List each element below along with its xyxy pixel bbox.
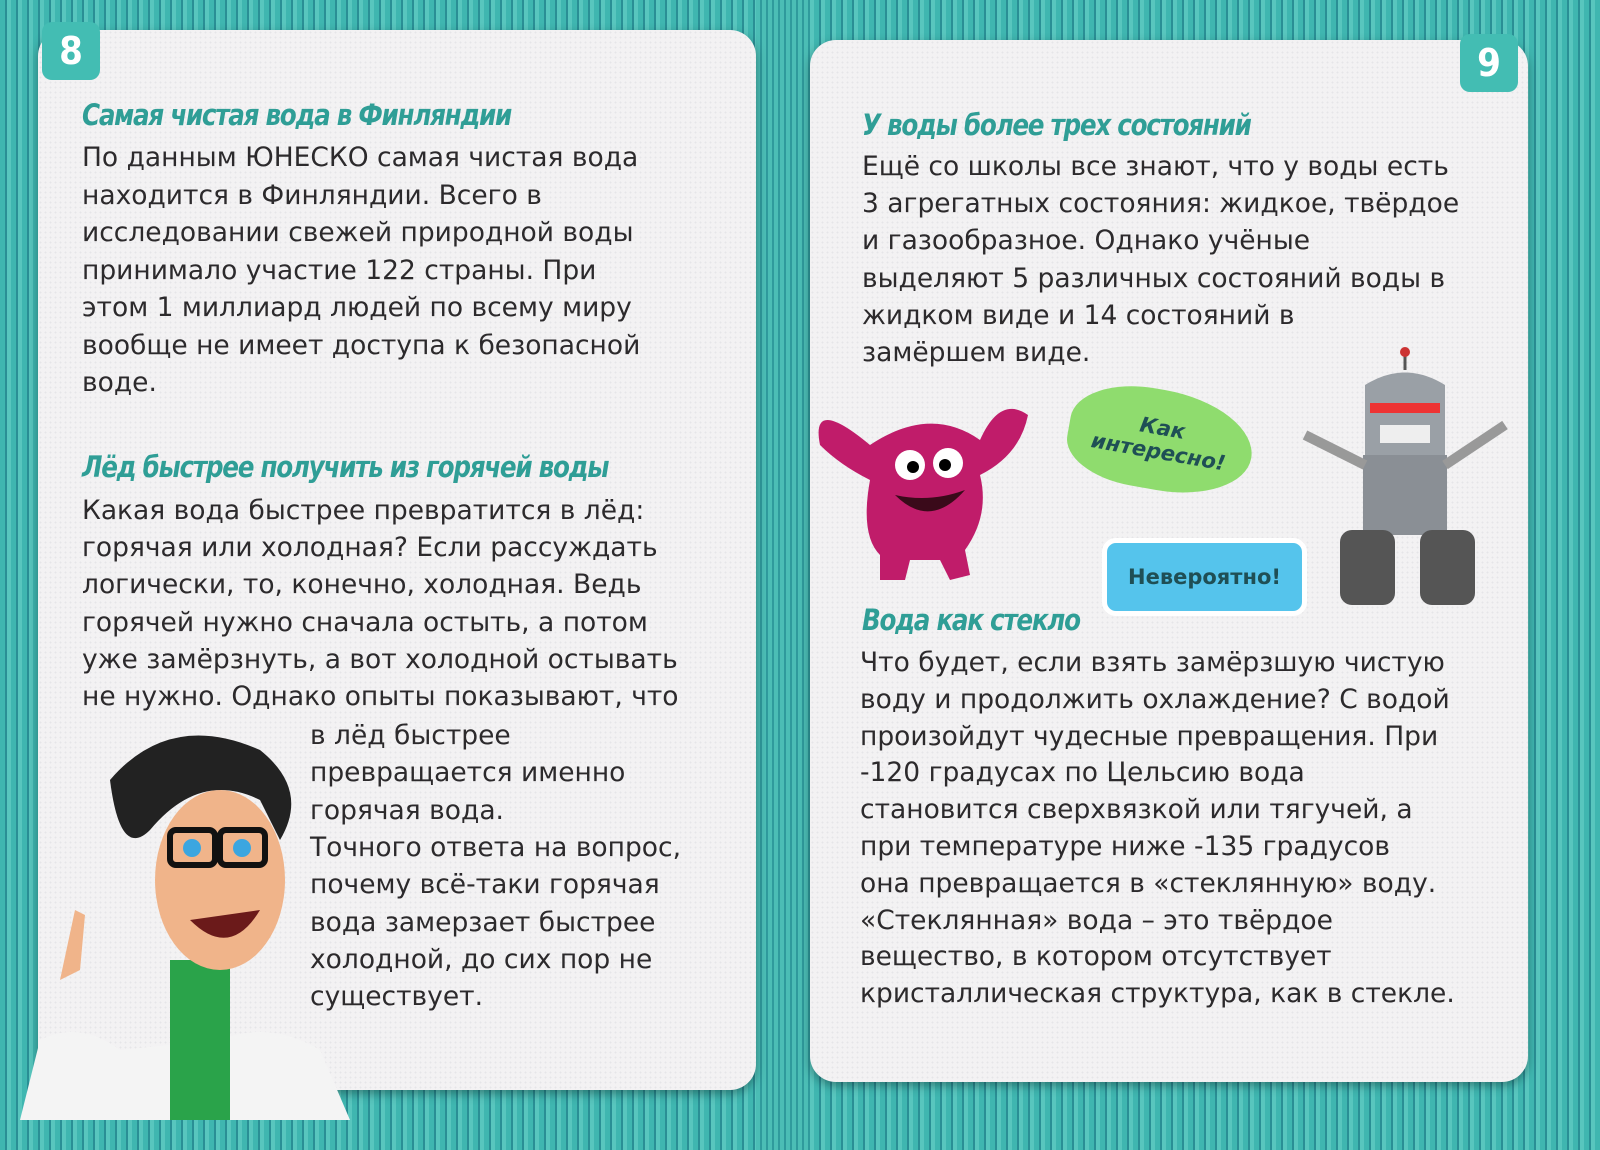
page-number-right: 9 bbox=[1460, 34, 1518, 92]
text-line: холодной, до сих пор не bbox=[310, 943, 653, 975]
text-line: По данным ЮНЕСКО самая чистая вода bbox=[82, 142, 639, 173]
text-line: этом 1 миллиард людей по всему миру bbox=[82, 292, 632, 323]
text-line: уже замёрзнуть, а вот холодной остывать bbox=[82, 643, 678, 675]
text-line: воду и продолжить охлаждение? С водой bbox=[860, 683, 1450, 715]
text-line: исследовании свежей природной воды bbox=[82, 217, 634, 248]
text-line: выделяют 5 различных состояний воды в bbox=[862, 262, 1446, 294]
text-line: кристаллическая структура, как в стекле. bbox=[860, 978, 1455, 1010]
text-line: «Стеклянная» вода – это твёрдое bbox=[860, 904, 1333, 936]
text-line: в лёд быстрее bbox=[310, 720, 511, 751]
text-line: горячая вода. bbox=[310, 794, 504, 826]
speech-bubble-incredible: Невероятно! bbox=[1102, 538, 1307, 616]
text-line: горячей нужно сначала остыть, а потом bbox=[82, 606, 648, 638]
pink-monster-illustration bbox=[800, 385, 1040, 585]
robot-illustration bbox=[1285, 345, 1535, 615]
text-line: и газообразное. Однако учёные bbox=[862, 225, 1311, 257]
text-line: жидком виде и 14 состояний в bbox=[862, 299, 1295, 331]
text-line: воде. bbox=[82, 367, 157, 398]
text-line: Что будет, если взять замёрзшую чистую bbox=[860, 647, 1445, 678]
text-line: находится в Финляндии. Всего в bbox=[82, 179, 542, 211]
heading-cleanest-water: Самая чистая вода в Финляндии bbox=[82, 98, 512, 132]
text-line: замёршем виде. bbox=[862, 337, 1091, 368]
text-line: произойдут чудесные превращения. При bbox=[860, 720, 1439, 752]
text-line: превращается именно bbox=[310, 757, 626, 789]
speech-bubble-interesting: Как интересно! bbox=[1061, 375, 1261, 506]
heading-water-like-glass: Вода как стекло bbox=[862, 603, 1080, 637]
text-line: становится сверхвязкой или тягучей, а bbox=[860, 794, 1413, 826]
text-line: Какая вода быстрее превратится в лёд: bbox=[82, 495, 645, 526]
text-line: она превращается в «стеклянную» воду. bbox=[860, 867, 1437, 899]
text-line: принимало участие 122 страны. При bbox=[82, 254, 597, 286]
text-line: не нужно. Однако опыты показывают, что bbox=[82, 681, 679, 712]
text-line: -120 градусах по Цельсию вода bbox=[860, 757, 1305, 789]
text-line: при температуре ниже -135 градусов bbox=[860, 831, 1390, 862]
text-line: Ещё со школы все знают, что у воды есть bbox=[862, 151, 1449, 182]
page-number-left: 8 bbox=[42, 22, 100, 80]
text-line: 3 агрегатных состояния: жидкое, твёрдое bbox=[862, 188, 1460, 220]
text-line: логически, то, конечно, холодная. Ведь bbox=[82, 569, 642, 601]
heading-ice-from-hot-water: Лёд быстрее получить из горячей воды bbox=[82, 450, 609, 484]
text-line: вообще не имеет доступа к безопасной bbox=[82, 329, 641, 361]
text-line: Точного ответа на вопрос, bbox=[310, 831, 681, 863]
text-line: существует. bbox=[310, 981, 483, 1013]
text-line: вещество, в котором отсутствует bbox=[860, 941, 1332, 973]
heading-three-states: У воды более трех состояний bbox=[862, 108, 1251, 142]
text-line: почему всё-таки горячая bbox=[310, 869, 660, 901]
text-line: горячая или холодная? Если рассуждать bbox=[82, 532, 658, 564]
text-line: вода замерзает быстрее bbox=[310, 906, 656, 938]
scientist-illustration bbox=[20, 720, 350, 1120]
